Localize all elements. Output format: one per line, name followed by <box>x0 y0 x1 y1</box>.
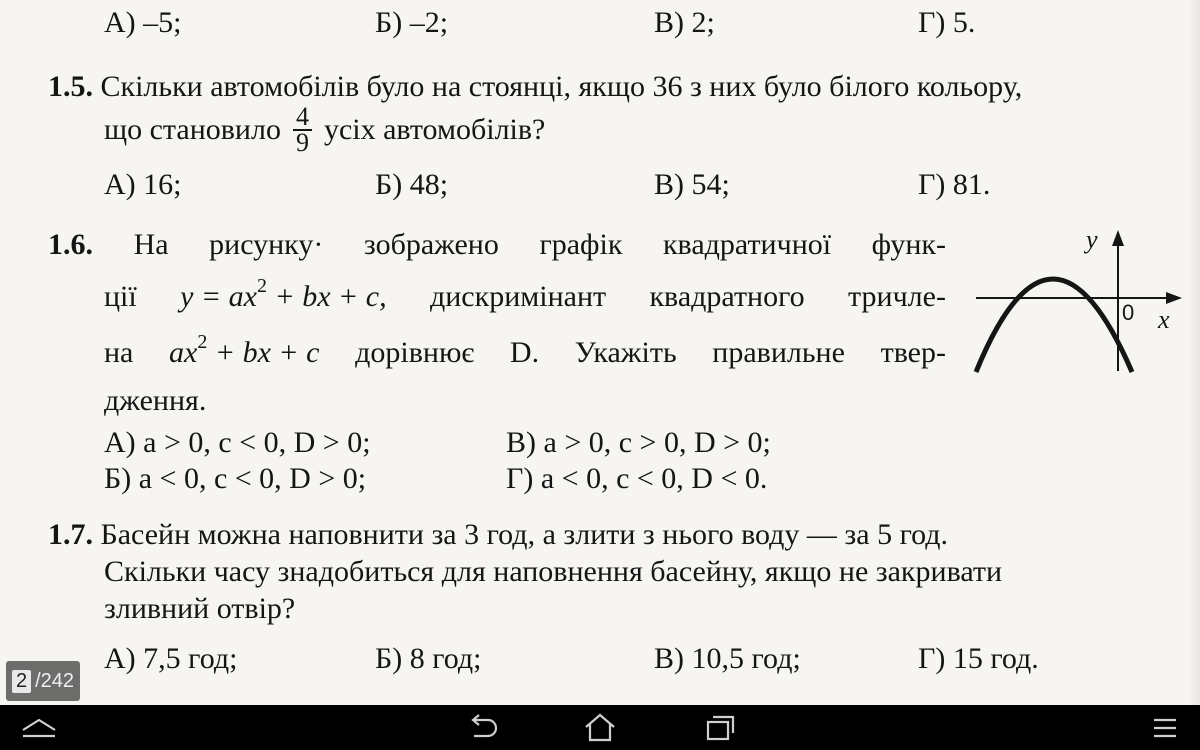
question-1-7-line3: зливний отвір? <box>104 592 296 625</box>
question-text: що становило <box>104 113 281 146</box>
option-b: Б) a < 0, c < 0, D > 0; <box>104 462 367 495</box>
question-1-6-line1 <box>48 228 946 262</box>
option-c: В) a > 0, c > 0, D > 0; <box>506 426 771 459</box>
word: зображено <box>363 228 499 261</box>
question-text: усіх автомобілів? <box>323 113 546 146</box>
option-a: А) 7,5 год; <box>104 642 238 675</box>
question-1-5-line1 <box>48 70 1022 104</box>
formula <box>169 331 320 370</box>
question-number: 1.5. <box>48 70 93 103</box>
formula-part: y = ax <box>180 280 257 313</box>
question-1-7-line2: Скільки часу знадобиться для наповнення басейну, якщо не закривати <box>104 555 1003 588</box>
word: на <box>104 336 134 369</box>
prev-option-d: Г) 5. <box>918 6 976 39</box>
question-1-6-line2 <box>104 275 946 314</box>
word: ції <box>104 280 137 313</box>
page-counter[interactable] <box>6 661 80 701</box>
menu-icon[interactable] <box>1140 705 1190 750</box>
word: рисунку· <box>209 228 324 261</box>
formula-part: + bx + c <box>214 336 320 369</box>
formula-part: + bx + c, <box>274 280 387 313</box>
option-d: Г) a < 0, c < 0, D < 0. <box>506 462 768 495</box>
y-axis-label: y <box>1086 226 1098 254</box>
total-pages: /242 <box>35 669 75 692</box>
chevron-up-icon[interactable] <box>14 705 64 750</box>
option-b: Б) 8 год; <box>375 642 482 675</box>
word: D. <box>509 336 540 369</box>
option-a: А) a > 0, c < 0, D > 0; <box>104 426 371 459</box>
fraction-denominator: 9 <box>295 128 309 157</box>
x-axis-arrow-icon <box>1166 292 1182 304</box>
option-a: А) 16; <box>104 168 182 201</box>
formula <box>180 275 387 314</box>
option-d: Г) 15 год. <box>918 642 1039 675</box>
word: тричле- <box>848 280 946 313</box>
question-1-5-line2 <box>104 102 546 157</box>
question-1-6-line3 <box>104 331 946 370</box>
word: дорівнює <box>355 336 475 369</box>
current-page: 2 <box>12 670 31 693</box>
word: функ- <box>871 228 946 261</box>
question-text: Скільки автомобілів було на стоянці, якщо 36 з них було білого кольору, <box>100 70 1023 103</box>
prev-option-c: В) 2; <box>654 6 715 39</box>
prev-option-a: А) –5; <box>104 6 182 39</box>
fraction <box>293 102 312 157</box>
y-axis-arrow-icon <box>1112 230 1124 246</box>
option-c: В) 10,5 год; <box>654 642 801 675</box>
origin-label: 0 <box>1122 300 1135 325</box>
word: Укажіть <box>574 336 677 369</box>
parabola-graph <box>970 226 1186 376</box>
option-c: В) 54; <box>654 168 730 201</box>
word: твер- <box>880 336 946 369</box>
question-1-7-line1 <box>48 518 1194 552</box>
exponent: 2 <box>256 275 267 297</box>
exponent: 2 <box>197 331 208 353</box>
word: квадратичної <box>662 228 832 261</box>
navigation-bar <box>0 705 1200 750</box>
prev-option-b: Б) –2; <box>375 6 449 39</box>
word: дискримінант <box>429 280 607 313</box>
word: графік <box>539 228 623 261</box>
option-d: Г) 81. <box>918 168 991 201</box>
fraction-numerator: 4 <box>293 105 312 131</box>
back-icon[interactable] <box>456 705 506 750</box>
word: квадратного <box>649 280 805 313</box>
recent-apps-icon[interactable] <box>695 705 745 750</box>
question-1-6-line4: дження. <box>104 384 207 417</box>
word: правильне <box>712 336 845 369</box>
question-number: 1.7. <box>48 518 93 551</box>
x-axis-label: x <box>1158 305 1170 334</box>
home-icon[interactable] <box>575 705 625 750</box>
question-number: 1.6. <box>48 228 93 261</box>
parabola-curve <box>976 279 1135 372</box>
question-text: Басейн можна наповнити за 3 год, а злити з нього воду — за 5 год. <box>100 518 949 551</box>
formula-part: ax <box>169 336 198 369</box>
option-b: Б) 48; <box>375 168 449 201</box>
word: На <box>133 228 169 261</box>
